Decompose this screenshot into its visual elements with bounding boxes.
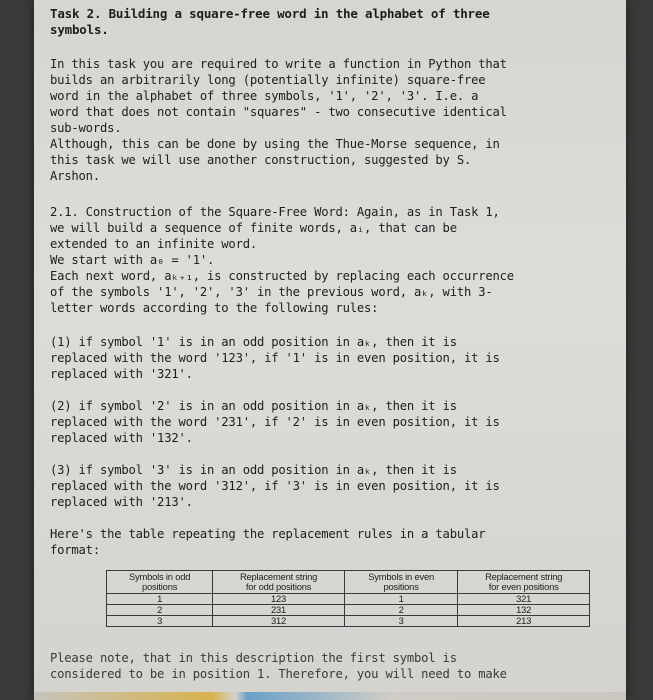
table-intro-line: Here's the table repeating the replacement rules in a tabular (50, 527, 486, 541)
page-bottom-edge (34, 692, 626, 700)
rule-line: replaced with the word '123', if '1' is in even position, it is (50, 351, 500, 365)
table-intro-line: format: (50, 543, 100, 557)
table-cell: 213 (458, 616, 590, 627)
intro-line: builds an arbitrarily long (potentially infinite) square-free (50, 73, 486, 87)
rule-line: replaced with the word '231', if '2' is in even position, it is (50, 415, 500, 429)
rule-line: (2) if symbol '2' is in an odd position in aₖ, then it is (50, 399, 457, 413)
section-line: letter words according to the following rules: (50, 301, 379, 315)
intro-line: In this task you are required to write a function in Python that (50, 57, 507, 71)
table-cell: 123 (213, 594, 345, 605)
rule-line: (1) if symbol '1' is in an odd position in aₖ, then it is (50, 335, 457, 349)
table-cell: 321 (458, 594, 590, 605)
section-line: Each next word, aₖ₊₁, is constructed by replacing each occurrence (50, 269, 514, 283)
section-line: extended to an infinite word. (50, 237, 257, 251)
table-cell: 312 (213, 616, 345, 627)
table-cell: 1 (107, 594, 213, 605)
note-line: considered to be in position 1. Therefore, you will need to make (50, 667, 507, 681)
task-title (50, 6, 606, 38)
rule-1 (50, 334, 600, 382)
rule-line: replaced with '321'. (50, 367, 193, 381)
task-title-line-1: Task 2. Building a square-free word in the alphabet of three (50, 6, 490, 21)
rule-3 (50, 462, 600, 510)
note-line: Please note, that in this description the first symbol is (50, 651, 457, 665)
intro-line: Arshon. (50, 169, 100, 183)
replacement-rules-table (106, 570, 590, 627)
section-line: we will build a sequence of finite words, aᵢ, that can be (50, 221, 457, 235)
rule-2 (50, 398, 600, 446)
note-paragraph (50, 650, 606, 682)
intro-line: word in the alphabet of three symbols, '1', '2', '3'. I.e. a (50, 89, 479, 103)
rule-line: replaced with the word '312', if '3' is in even position, it is (50, 479, 500, 493)
intro-paragraph (50, 56, 606, 184)
rule-line: replaced with '132'. (50, 431, 193, 445)
table-row (107, 594, 590, 605)
section-line: 2.1. Construction of the Square-Free Word: Again, as in Task 1, (50, 205, 500, 219)
intro-line: Although, this can be done by using the Thue-Morse sequence, in (50, 137, 500, 151)
table-cell: 231 (213, 605, 345, 616)
table-row (107, 605, 590, 616)
header-odd-replacement: Replacement string for odd positions (213, 571, 345, 594)
rule-line: replaced with '213'. (50, 495, 193, 509)
section-line: of the symbols '1', '2', '3' in the previous word, aₖ, with 3- (50, 285, 493, 299)
table-cell: 3 (107, 616, 213, 627)
task-title-line-2: symbols. (50, 22, 109, 37)
header-even-symbols: Symbols in even positions (344, 571, 457, 594)
document-page (34, 0, 626, 700)
rule-line: (3) if symbol '3' is in an odd position in aₖ, then it is (50, 463, 457, 477)
table-row (107, 616, 590, 627)
table-cell: 132 (458, 605, 590, 616)
table-cell: 3 (344, 616, 457, 627)
table-intro (50, 526, 598, 558)
intro-line: word that does not contain "squares" - two consecutive identical (50, 105, 507, 119)
table-cell: 1 (344, 594, 457, 605)
header-even-replacement: Replacement string for even positions (458, 571, 590, 594)
table-cell: 2 (344, 605, 457, 616)
section-line: We start with a₀ = '1'. (50, 253, 215, 267)
intro-line: sub-words. (50, 121, 122, 135)
header-odd-symbols: Symbols in odd positions (107, 571, 213, 594)
table-cell: 2 (107, 605, 213, 616)
intro-line: this task we will use another construction, suggested by S. (50, 153, 472, 167)
construction-section (50, 204, 606, 316)
table-header-row (107, 571, 590, 594)
